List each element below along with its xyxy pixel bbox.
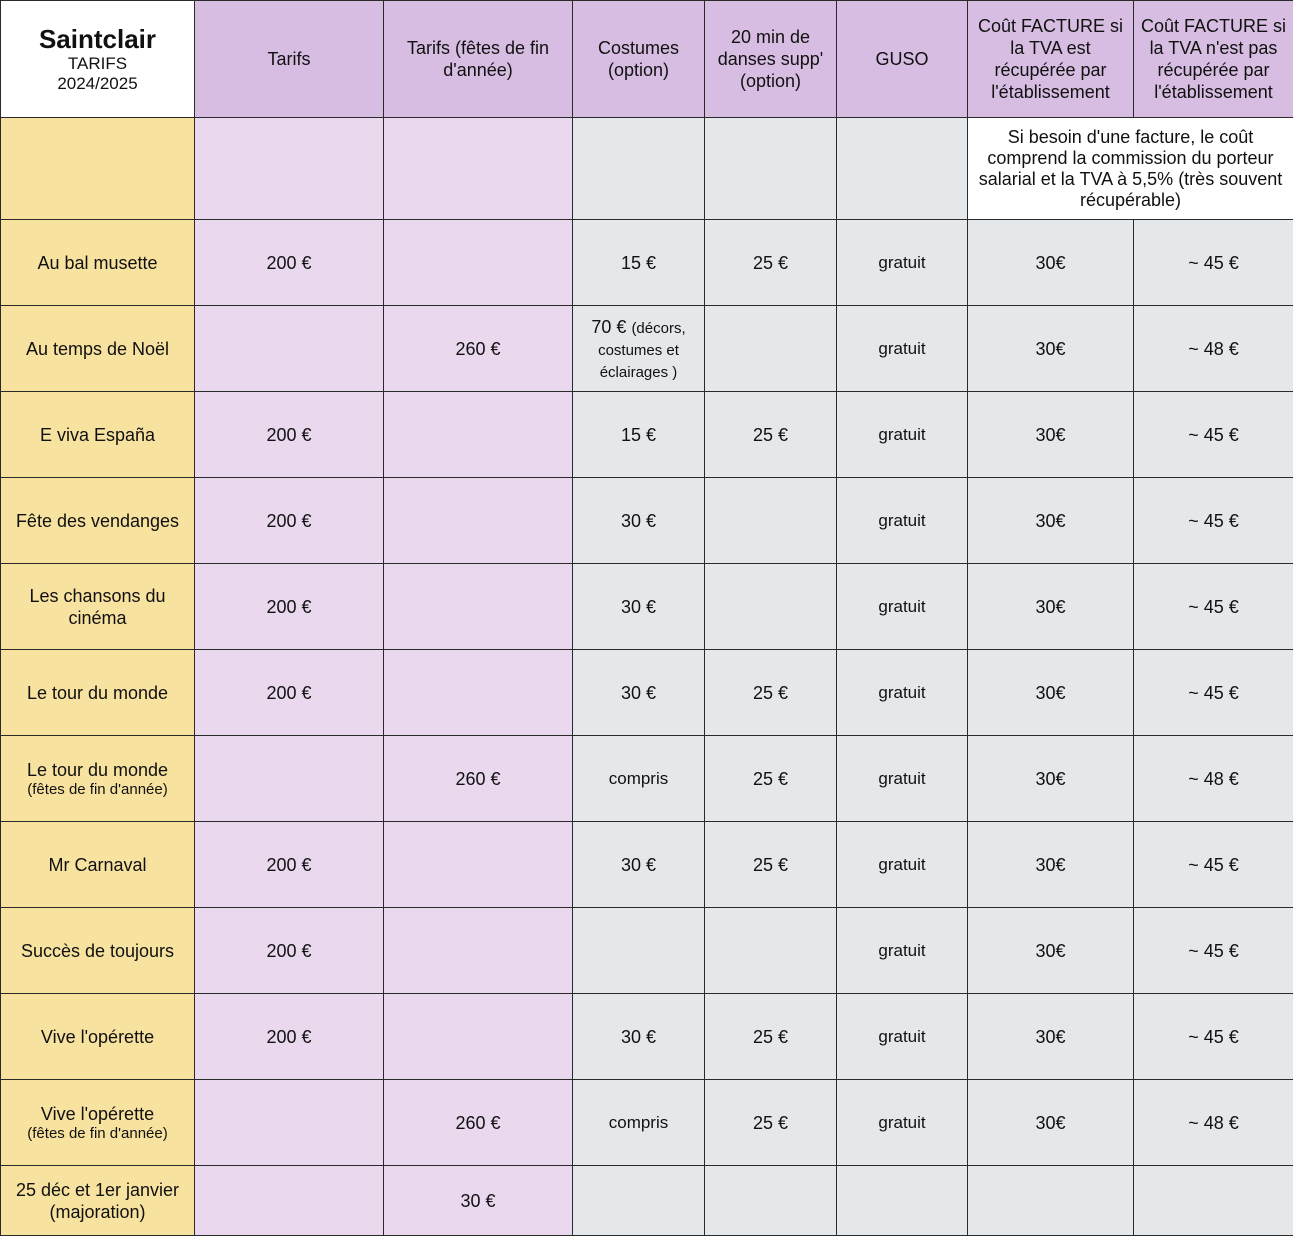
- show-name: Au temps de Noël: [25, 338, 170, 359]
- danses-supp-cell: [705, 908, 837, 994]
- guso-cell: gratuit: [837, 994, 968, 1080]
- guso-cell: gratuit: [837, 822, 968, 908]
- cout-tva-recuperee-cell: 30€: [968, 994, 1134, 1080]
- show-name-cell: [1, 822, 195, 908]
- guso-cell: gratuit: [837, 736, 968, 822]
- costumes-cell: [573, 306, 705, 392]
- danses-supp-cell: [705, 478, 837, 564]
- costumes-detail: (décors, costumes et éclairages ): [598, 319, 686, 381]
- tarif-fetes-cell: [384, 564, 573, 650]
- cout-tva-recuperee-cell: 30€: [968, 392, 1134, 478]
- cout-tva-recuperee-cell: 30€: [968, 650, 1134, 736]
- empty-cell: [573, 118, 705, 220]
- table-row: [1, 908, 1293, 994]
- header-guso: GUSO: [837, 1, 968, 118]
- show-name: Fête des vendanges: [15, 510, 180, 531]
- costumes-value: 30 €: [620, 682, 657, 703]
- show-name-cell: [1, 564, 195, 650]
- brand-subtitle-tarifs: TARIFS: [67, 54, 128, 73]
- tarif-fetes-cell: [384, 908, 573, 994]
- costumes-cell: [573, 392, 705, 478]
- show-name: Mr Carnaval: [48, 854, 147, 875]
- header-tarifs-fetes: Tarifs (fêtes de fin d'année): [384, 1, 573, 118]
- cout-tva-non-recuperee-cell: ~ 48 €: [1134, 1080, 1293, 1166]
- show-name: Les chansons du cinéma: [29, 585, 166, 628]
- costumes-value: compris: [608, 769, 669, 788]
- costumes-value: 30 €: [620, 510, 657, 531]
- costumes-cell: [573, 822, 705, 908]
- danses-supp-cell: 25 €: [705, 994, 837, 1080]
- tarif-fetes-cell: [384, 994, 573, 1080]
- costumes-cell: [573, 908, 705, 994]
- tarif-fetes-cell: 30 €: [384, 1166, 573, 1236]
- costumes-value: 70 €: [591, 316, 627, 337]
- cout-tva-recuperee-cell: 30€: [968, 822, 1134, 908]
- tarif-cell: 200 €: [195, 650, 384, 736]
- costumes-value: 30 €: [620, 1026, 657, 1047]
- show-name: 25 déc et 1er janvier (majoration): [15, 1179, 180, 1222]
- tarif-fetes-cell: [384, 650, 573, 736]
- tarif-fetes-cell: [384, 478, 573, 564]
- cout-tva-non-recuperee-cell: [1134, 1166, 1293, 1236]
- costumes-cell: [573, 1166, 705, 1236]
- danses-supp-cell: 25 €: [705, 736, 837, 822]
- empty-name-cell: [1, 118, 195, 220]
- header-tarifs: Tarifs: [195, 1, 384, 118]
- table-row: [1, 994, 1293, 1080]
- guso-cell: gratuit: [837, 220, 968, 306]
- brand-name: Saintclair: [38, 24, 157, 54]
- cout-tva-recuperee-cell: 30€: [968, 306, 1134, 392]
- note-row: [1, 118, 1293, 220]
- tarif-fetes-cell: 260 €: [384, 1080, 573, 1166]
- danses-supp-cell: [705, 306, 837, 392]
- cout-tva-non-recuperee-cell: ~ 45 €: [1134, 392, 1293, 478]
- cout-tva-recuperee-cell: 30€: [968, 908, 1134, 994]
- show-name-cell: [1, 908, 195, 994]
- show-name-subtitle: (fêtes de fin d'année): [27, 1125, 168, 1142]
- header-row: [1, 1, 1293, 118]
- costumes-cell: [573, 1080, 705, 1166]
- tarif-cell: [195, 1080, 384, 1166]
- cout-tva-non-recuperee-cell: ~ 45 €: [1134, 478, 1293, 564]
- costumes-value: compris: [608, 1113, 669, 1132]
- cout-tva-recuperee-cell: 30€: [968, 736, 1134, 822]
- cout-tva-non-recuperee-cell: ~ 45 €: [1134, 650, 1293, 736]
- empty-cell: [195, 118, 384, 220]
- danses-supp-cell: 25 €: [705, 392, 837, 478]
- danses-supp-cell: 25 €: [705, 650, 837, 736]
- guso-cell: gratuit: [837, 908, 968, 994]
- cout-tva-recuperee-cell: 30€: [968, 220, 1134, 306]
- danses-supp-cell: [705, 1166, 837, 1236]
- cout-tva-non-recuperee-cell: ~ 45 €: [1134, 822, 1293, 908]
- show-name-cell: [1, 994, 195, 1080]
- cout-tva-recuperee-cell: 30€: [968, 1080, 1134, 1166]
- table-row: [1, 822, 1293, 908]
- show-name-cell: [1, 220, 195, 306]
- tarif-cell: 200 €: [195, 822, 384, 908]
- cout-tva-non-recuperee-cell: ~ 45 €: [1134, 220, 1293, 306]
- show-name-cell: [1, 306, 195, 392]
- tarif-cell: 200 €: [195, 392, 384, 478]
- guso-cell: gratuit: [837, 478, 968, 564]
- empty-cell: [837, 118, 968, 220]
- tarif-cell: [195, 306, 384, 392]
- header-cout-tva-recuperee: Coût FACTURE si la TVA est récupérée par l'établissement: [968, 1, 1134, 118]
- costumes-cell: [573, 220, 705, 306]
- show-name: Succès de toujours: [20, 940, 175, 961]
- cout-tva-non-recuperee-cell: ~ 48 €: [1134, 306, 1293, 392]
- tarif-fetes-cell: [384, 392, 573, 478]
- show-name: Au bal musette: [37, 252, 158, 273]
- cout-tva-non-recuperee-cell: ~ 48 €: [1134, 736, 1293, 822]
- tarif-fetes-cell: [384, 220, 573, 306]
- costumes-cell: [573, 564, 705, 650]
- costumes-value: 15 €: [620, 424, 657, 445]
- show-name: E viva España: [39, 424, 156, 445]
- empty-cell: [705, 118, 837, 220]
- show-name: Le tour du monde: [26, 760, 169, 780]
- guso-cell: gratuit: [837, 564, 968, 650]
- guso-cell: [837, 1166, 968, 1236]
- cout-tva-recuperee-cell: 30€: [968, 478, 1134, 564]
- tarif-fetes-cell: 260 €: [384, 306, 573, 392]
- show-name-cell: [1, 478, 195, 564]
- guso-cell: gratuit: [837, 392, 968, 478]
- costumes-cell: [573, 994, 705, 1080]
- costumes-cell: [573, 736, 705, 822]
- tarif-cell: 200 €: [195, 908, 384, 994]
- header-cout-tva-non-recuperee: Coût FACTURE si la TVA n'est pas récupérée par l'établissement: [1134, 1, 1293, 118]
- guso-cell: gratuit: [837, 306, 968, 392]
- header-costumes: Costumes (option): [573, 1, 705, 118]
- show-name: Vive l'opérette: [40, 1026, 155, 1047]
- table-row: [1, 736, 1293, 822]
- table-row: [1, 564, 1293, 650]
- table-row: [1, 650, 1293, 736]
- danses-supp-cell: 25 €: [705, 1080, 837, 1166]
- table-row: [1, 1080, 1293, 1166]
- costumes-cell: [573, 478, 705, 564]
- tarif-cell: 200 €: [195, 478, 384, 564]
- brand-cell: [1, 1, 195, 118]
- show-name: Vive l'opérette: [40, 1104, 155, 1124]
- tarif-cell: 200 €: [195, 994, 384, 1080]
- show-name-cell: [1, 1080, 195, 1166]
- tarif-fetes-cell: [384, 822, 573, 908]
- show-name-subtitle: (fêtes de fin d'année): [27, 781, 168, 798]
- table-row: [1, 306, 1293, 392]
- guso-cell: gratuit: [837, 650, 968, 736]
- tarif-fetes-cell: 260 €: [384, 736, 573, 822]
- show-name-cell: [1, 736, 195, 822]
- costumes-value: 30 €: [620, 854, 657, 875]
- danses-supp-cell: 25 €: [705, 220, 837, 306]
- tarif-cell: [195, 736, 384, 822]
- costumes-value: 30 €: [620, 596, 657, 617]
- table-row: [1, 220, 1293, 306]
- show-name-cell: [1, 1166, 195, 1236]
- danses-supp-cell: [705, 564, 837, 650]
- empty-cell: [384, 118, 573, 220]
- cout-tva-non-recuperee-cell: ~ 45 €: [1134, 564, 1293, 650]
- guso-cell: gratuit: [837, 1080, 968, 1166]
- cout-tva-recuperee-cell: 30€: [968, 564, 1134, 650]
- show-name-cell: [1, 392, 195, 478]
- show-name: Le tour du monde: [26, 682, 169, 703]
- tarif-cell: 200 €: [195, 220, 384, 306]
- cout-tva-non-recuperee-cell: ~ 45 €: [1134, 994, 1293, 1080]
- tarif-cell: [195, 1166, 384, 1236]
- cout-tva-non-recuperee-cell: ~ 45 €: [1134, 908, 1293, 994]
- cout-tva-recuperee-cell: [968, 1166, 1134, 1236]
- tarif-cell: 200 €: [195, 564, 384, 650]
- danses-supp-cell: 25 €: [705, 822, 837, 908]
- costumes-cell: [573, 650, 705, 736]
- show-name-cell: [1, 650, 195, 736]
- table-row: [1, 478, 1293, 564]
- header-danses-supp: 20 min de danses supp' (option): [705, 1, 837, 118]
- costumes-value: 15 €: [620, 252, 657, 273]
- table-row: [1, 1166, 1293, 1236]
- invoice-note: Si besoin d'une facture, le coût comprend la commission du porteur salarial et la TVA à 5,5% (très souvent récupérable): [968, 118, 1293, 220]
- brand-subtitle-season: 2024/2025: [57, 74, 138, 93]
- table-row: [1, 392, 1293, 478]
